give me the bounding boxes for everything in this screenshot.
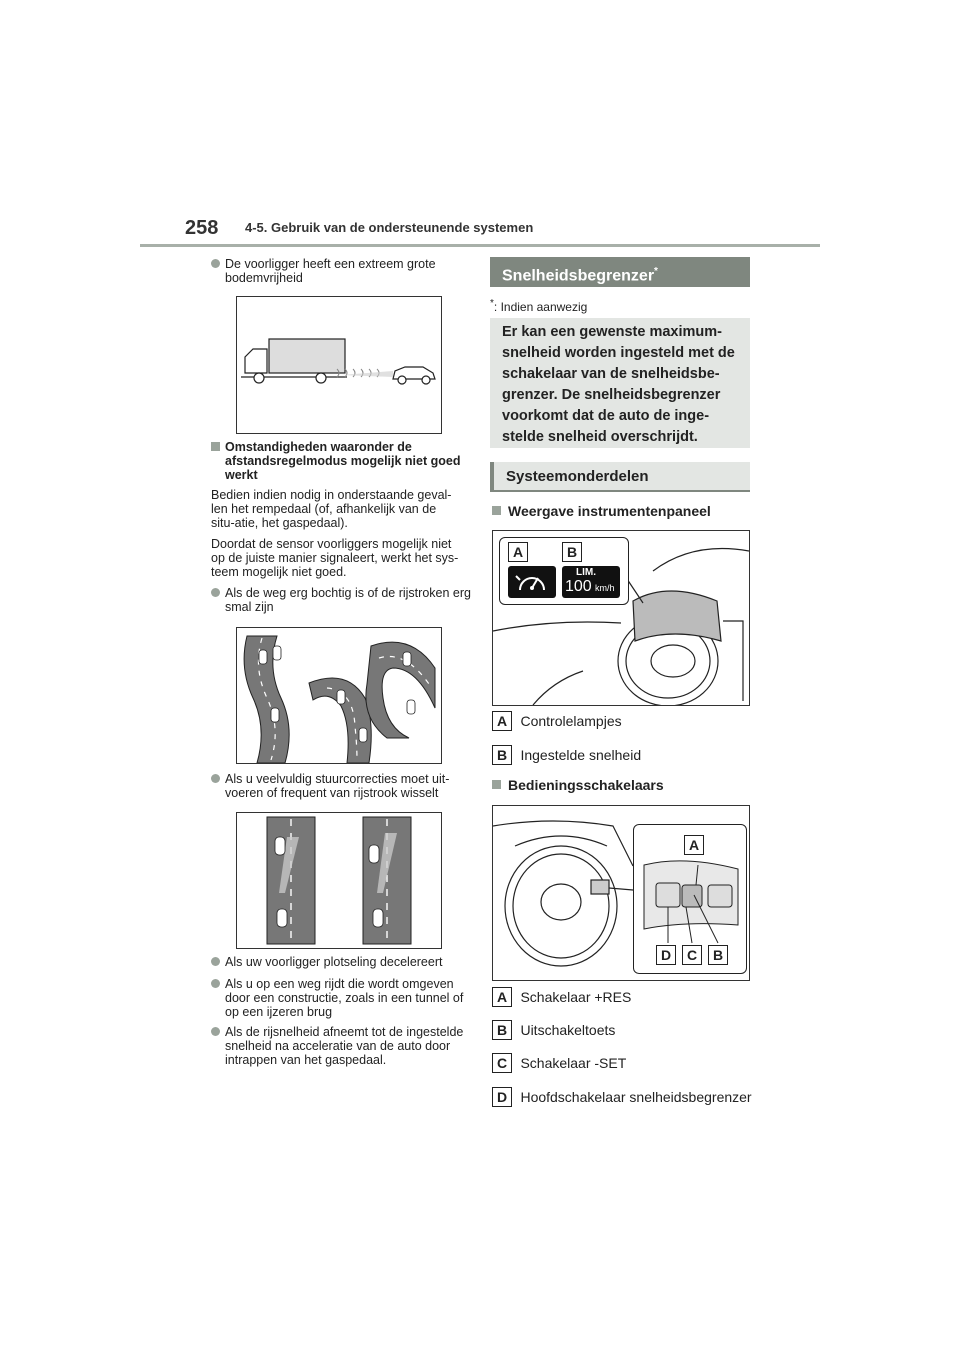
bullet-dot-icon [211,979,220,988]
switch-item-text: Hoofdschakelaar snelheidsbegrenzer [520,1089,752,1105]
switch-item-b [492,1020,615,1040]
bullet-ground-clearance: De voorligger heeft een extreem grote bodemvrijheid [211,257,465,285]
panel-item-a [492,711,622,731]
bullet-dot-icon [211,957,220,966]
bullet-curvy-road: Als de weg erg bochtig is of de rijstroken erg smal zijn [211,586,475,614]
panel-item-text: Ingestelde snelheid [520,747,642,763]
switch-callout [633,824,747,974]
bullet-acceleration: Als de rijsnelheid afneemt tot de ingestelde snelheid na acceleratie van de auto door intrappen van het gaspedaal. [211,1025,475,1067]
bullet-dot-icon [211,588,220,597]
callout-label-b: B [562,542,582,562]
panel-item-letter: B [492,745,512,765]
bullet-dot-icon [211,774,220,783]
heading-instrument-panel: Weergave instrumentenpaneel [492,503,711,519]
page-number: 258 [185,217,219,239]
figure-switches [492,805,750,981]
switch-item-d [492,1087,752,1107]
section-title-bar: Snelheidsbegrenzer* [490,257,750,287]
heading-square-icon [211,442,220,451]
section-title: 4-5. Gebruik van de ondersteunende systemen [245,220,534,235]
lim-label: LIM. [576,567,596,578]
switch-label-a: A [684,835,704,855]
speed-limiter-indicator-icon [508,566,556,598]
switch-label-c: C [682,945,702,965]
figure-instrument-panel [492,530,750,706]
callout-label-a: A [508,542,528,562]
display-callout [499,537,629,605]
switch-item-letter: D [492,1087,512,1107]
switch-item-c [492,1053,626,1073]
panel-item-letter: A [492,711,512,731]
switch-item-text: Uitschakeltoets [520,1022,616,1038]
bullet-dot-icon [211,259,220,268]
header-divider [140,244,820,247]
intro-text: Er kan een gewenste maximum-snelheid worden ingesteld met de schakelaar van de snelheidsbe-grenzer. De snelheidsbegrenzer voorkomt dat de auto de inge-stelde snelheid overschrijdt. [502,324,735,445]
set-speed-display [562,566,620,598]
heading-switches: Bedieningsschakelaars [492,777,664,793]
panel-item-b [492,745,641,765]
bullet-tunnel: Als u op een weg rijdt die wordt omgeven door een constructie, zoals in een tunnel of op een ijzeren brug [211,977,475,1019]
switch-item-letter: C [492,1053,512,1073]
figure-curvy-roads [236,627,442,764]
heading-conditions: Omstandigheden waaronder de afstandsregelmodus mogelijk niet goed werkt [211,440,475,482]
paragraph-sensor: Doordat de sensor voorliggers mogelijk niet op de juiste manier signaleert, werkt het sys-teem mogelijk niet goed. [211,537,459,579]
speed-unit: km/h [595,583,615,593]
heading-square-icon [492,506,501,515]
subsection-title: Systeemonderdelen [490,462,750,492]
switch-label-d: D [656,945,676,965]
switch-label-b: B [708,945,728,965]
figure-lane-changes [236,812,442,949]
switch-item-letter: B [492,1020,512,1040]
switch-item-letter: A [492,987,512,1007]
bullet-steering-corrections: Als u veelvuldig stuurcorrecties moet uit-voeren of frequent van rijstrook wisselt [211,772,475,800]
paragraph-brake-pedal: Bedien indien nodig in onderstaande geval-len het rempedaal (of, afhankelijk van de situ-atie, het gaspedaal). [211,488,452,530]
switch-item-text: Schakelaar +RES [520,989,632,1005]
intro-box [490,318,750,448]
set-speed-value: 100 [565,578,592,595]
heading-square-icon [492,780,501,789]
bullet-dot-icon [211,1027,220,1036]
figure-truck-car [236,296,442,434]
panel-item-text: Controlelampjes [520,713,622,729]
switch-item-text: Schakelaar -SET [520,1055,627,1071]
footnote: *: Indien aanwezig [490,298,588,314]
switch-item-a [492,987,631,1007]
bullet-deceleration: Als uw voorligger plotseling decelereert [211,955,475,969]
